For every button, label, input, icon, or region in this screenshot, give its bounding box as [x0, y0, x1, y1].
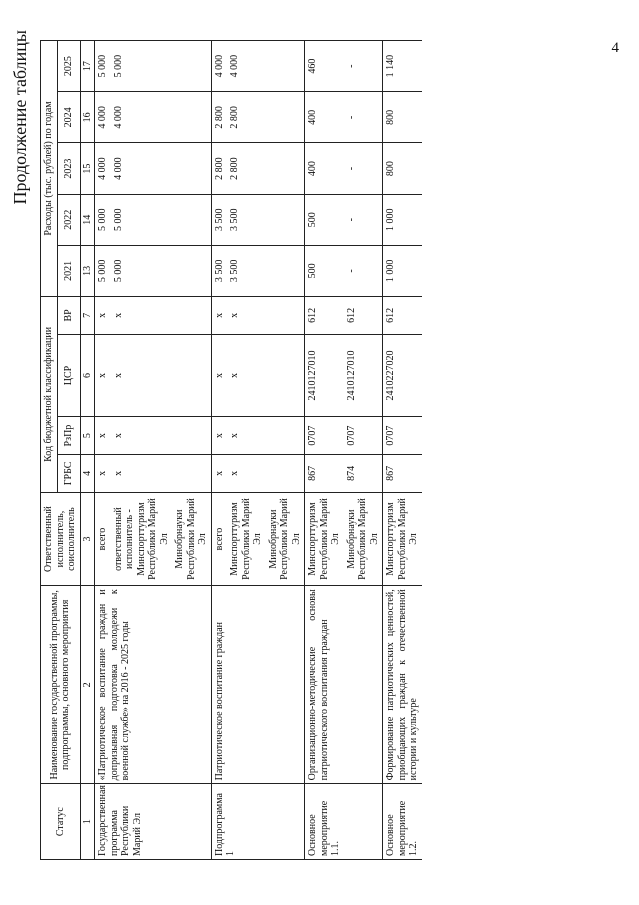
- expense-2021-cell: [266, 245, 305, 296]
- expense-2023-cell: 2 800: [211, 143, 227, 194]
- executor-cell: всего: [95, 492, 111, 585]
- executor-cell: Минспорттуризм Республики Марий Эл: [383, 492, 422, 585]
- expense-2025-cell: 1 140: [383, 41, 422, 92]
- csr-cell: 2410227020: [383, 334, 422, 416]
- rzpr-cell: х: [227, 417, 266, 455]
- expense-2024-cell: [266, 92, 305, 143]
- expense-2024-cell: 800: [383, 92, 422, 143]
- header-year-2025: 2025: [57, 41, 80, 92]
- csr-cell: х: [211, 334, 227, 416]
- expense-2022-cell: 3 500: [227, 194, 266, 245]
- expense-2022-cell: 5 000: [111, 194, 173, 245]
- expense-2025-cell: 460: [305, 41, 344, 92]
- col-number: 15: [80, 143, 95, 194]
- rzpr-cell: 0707: [383, 417, 422, 455]
- table-row: [211, 41, 227, 860]
- grbs-cell: х: [227, 454, 266, 492]
- expense-2024-cell: 2 800: [211, 92, 227, 143]
- col-number: 14: [80, 194, 95, 245]
- budget-table: [40, 40, 422, 860]
- expense-2024-cell: -: [344, 92, 383, 143]
- table-row: [383, 41, 422, 860]
- expense-2022-cell: [266, 194, 305, 245]
- executor-cell: Минспорттуризм Республики Марий Эл: [305, 492, 344, 585]
- expense-2024-cell: [172, 92, 211, 143]
- vr-cell: [172, 296, 211, 334]
- csr-cell: 2410127010: [344, 334, 383, 416]
- table-caption: Продолжение таблицы: [10, 30, 30, 205]
- executor-cell: ответственный исполнитель - Минспорттуризм Республики Марий Эл: [111, 492, 173, 585]
- col-number: 17: [80, 41, 95, 92]
- expense-2025-cell: -: [344, 41, 383, 92]
- header-status: Статус: [41, 784, 81, 860]
- header-expenses: Расходы (тыс. рублей) по годам: [41, 41, 58, 297]
- header-year-2022: 2022: [57, 194, 80, 245]
- expense-2023-cell: 2 800: [227, 143, 266, 194]
- header-year-2024: 2024: [57, 92, 80, 143]
- header-budget-code: Код бюджетной классификации: [41, 296, 58, 492]
- expense-2021-cell: [172, 245, 211, 296]
- expense-2023-cell: 4 000: [95, 143, 111, 194]
- expense-2022-cell: -: [344, 194, 383, 245]
- executor-cell: Минобрнауки Республики Марий Эл: [172, 492, 211, 585]
- vr-cell: х: [227, 296, 266, 334]
- expense-2021-cell: 500: [305, 245, 344, 296]
- col-number: 2: [80, 586, 95, 784]
- vr-cell: х: [211, 296, 227, 334]
- csr-cell: [172, 334, 211, 416]
- rzpr-cell: [266, 417, 305, 455]
- expense-2021-cell: 3 500: [211, 245, 227, 296]
- expense-2025-cell: 4 000: [227, 41, 266, 92]
- rzpr-cell: [172, 417, 211, 455]
- grbs-cell: 867: [305, 454, 344, 492]
- vr-cell: х: [111, 296, 173, 334]
- expense-2024-cell: 2 800: [227, 92, 266, 143]
- expense-2023-cell: [172, 143, 211, 194]
- col-number: 3: [80, 492, 95, 585]
- rzpr-cell: 0707: [305, 417, 344, 455]
- grbs-cell: 874: [344, 454, 383, 492]
- header-csr: ЦСР: [57, 334, 80, 416]
- header-grbs: ГРБС: [57, 454, 80, 492]
- status-cell: Государственная программа Республики Марий Эл: [95, 784, 212, 860]
- status-cell: Подпрограмма 1: [211, 784, 305, 860]
- expense-2021-cell: 5 000: [111, 245, 173, 296]
- expense-2024-cell: 4 000: [95, 92, 111, 143]
- header-executor: Ответственный исполнитель, соисполнитель: [41, 492, 81, 585]
- program-name-cell: Организационно-методические основы патриотического воспитания граждан: [305, 586, 383, 784]
- expense-2025-cell: [266, 41, 305, 92]
- vr-cell: [266, 296, 305, 334]
- executor-cell: Минобрнауки Республики Марий Эл: [266, 492, 305, 585]
- expense-2022-cell: [172, 194, 211, 245]
- csr-cell: х: [227, 334, 266, 416]
- vr-cell: 612: [344, 296, 383, 334]
- status-cell: Основное мероприятие 1.2.: [383, 784, 422, 860]
- executor-cell: Минобрнауки Республики Марий Эл: [344, 492, 383, 585]
- rzpr-cell: 0707: [344, 417, 383, 455]
- expense-2025-cell: [172, 41, 211, 92]
- page-number: 4: [611, 40, 619, 56]
- csr-cell: [266, 334, 305, 416]
- col-number: 4: [80, 454, 95, 492]
- table-row: [305, 41, 344, 860]
- grbs-cell: х: [95, 454, 111, 492]
- table-body: [95, 41, 422, 860]
- grbs-cell: [266, 454, 305, 492]
- program-name-cell: «Патриотическое воспитание граждан и допризывная подготовка молодежи к военной службе» на 2016 - 2025 годы: [95, 586, 212, 784]
- expense-2023-cell: [266, 143, 305, 194]
- expense-2022-cell: 5 000: [95, 194, 111, 245]
- expense-2022-cell: 3 500: [211, 194, 227, 245]
- header-name: Наименование государственной программы, подпрограммы, основного мероприятия: [41, 586, 81, 784]
- table-row: [95, 41, 111, 860]
- header-vr: ВР: [57, 296, 80, 334]
- expense-2023-cell: 800: [383, 143, 422, 194]
- col-number: 5: [80, 417, 95, 455]
- expense-2022-cell: 1 000: [383, 194, 422, 245]
- rzpr-cell: х: [211, 417, 227, 455]
- csr-cell: х: [95, 334, 111, 416]
- expense-2025-cell: 4 000: [211, 41, 227, 92]
- header-rzpr: РзПр: [57, 417, 80, 455]
- expense-2021-cell: 5 000: [95, 245, 111, 296]
- grbs-cell: х: [211, 454, 227, 492]
- vr-cell: 612: [305, 296, 344, 334]
- program-name-cell: Формирование патриотических ценностей, приобщающих граждан к отечественной истории и культуре: [383, 586, 422, 784]
- expense-2023-cell: 400: [305, 143, 344, 194]
- col-number: 16: [80, 92, 95, 143]
- col-number: 13: [80, 245, 95, 296]
- col-number: 6: [80, 334, 95, 416]
- header-year-2023: 2023: [57, 143, 80, 194]
- grbs-cell: х: [111, 454, 173, 492]
- column-number-row: [80, 41, 95, 860]
- expense-2025-cell: 5 000: [111, 41, 173, 92]
- expense-2021-cell: 1 000: [383, 245, 422, 296]
- program-name-cell: Патриотическое воспитание граждан: [211, 586, 305, 784]
- csr-cell: 2410127010: [305, 334, 344, 416]
- expense-2024-cell: 400: [305, 92, 344, 143]
- status-cell: Основное мероприятие 1.1.: [305, 784, 383, 860]
- expense-2021-cell: -: [344, 245, 383, 296]
- expense-2024-cell: 4 000: [111, 92, 173, 143]
- col-number: 1: [80, 784, 95, 860]
- rotated-page-content: [0, 30, 600, 860]
- col-number: 7: [80, 296, 95, 334]
- expense-2021-cell: 3 500: [227, 245, 266, 296]
- csr-cell: х: [111, 334, 173, 416]
- rzpr-cell: х: [95, 417, 111, 455]
- expense-2022-cell: 500: [305, 194, 344, 245]
- rzpr-cell: х: [111, 417, 173, 455]
- vr-cell: х: [95, 296, 111, 334]
- header-year-2021: 2021: [57, 245, 80, 296]
- expense-2023-cell: 4 000: [111, 143, 173, 194]
- expense-2023-cell: -: [344, 143, 383, 194]
- executor-cell: всего: [211, 492, 227, 585]
- vr-cell: 612: [383, 296, 422, 334]
- grbs-cell: 867: [383, 454, 422, 492]
- expense-2025-cell: 5 000: [95, 41, 111, 92]
- grbs-cell: [172, 454, 211, 492]
- executor-cell: Минспорттуризм Республики Марий Эл: [227, 492, 266, 585]
